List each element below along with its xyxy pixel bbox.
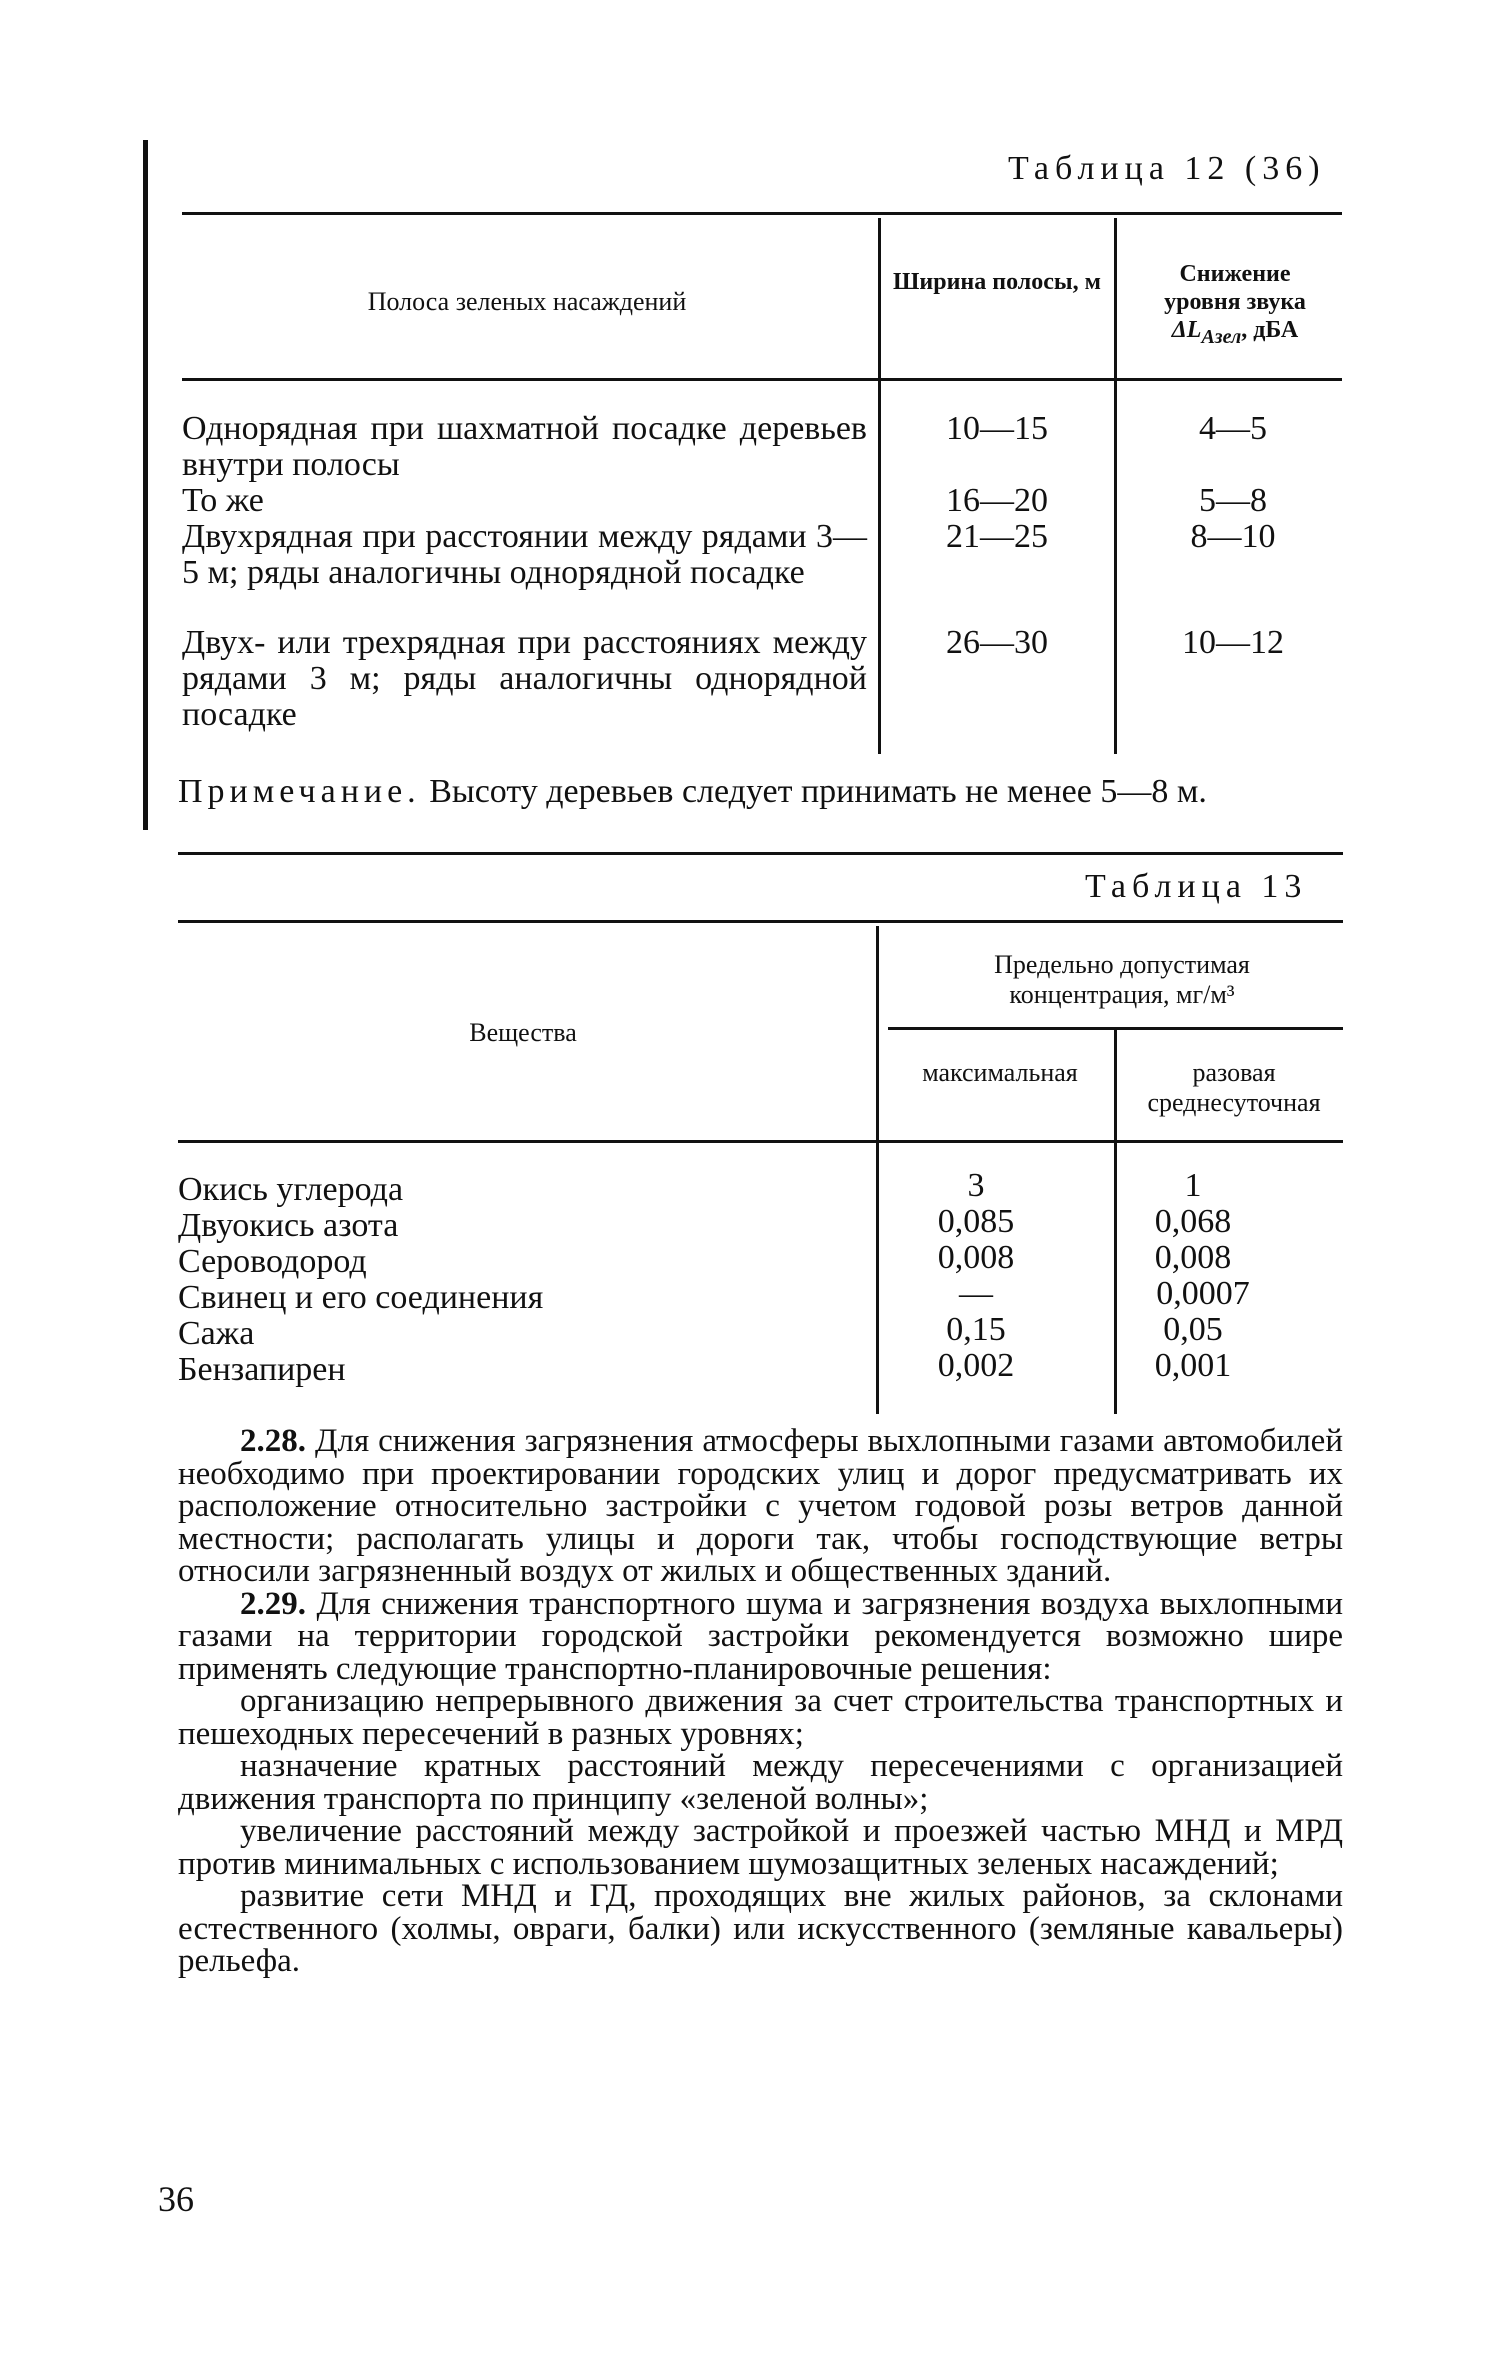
table13-row-5-name: Сажа <box>178 1315 255 1352</box>
table12-header-reduction <box>1122 260 1348 351</box>
table12-row-2-name: То же <box>182 482 264 519</box>
table13-row-1-avg: 1 <box>1184 1167 1202 1204</box>
reduction-line2: уровня звука <box>1164 289 1306 315</box>
table12-header-rule <box>182 378 1342 381</box>
table13-top-rule <box>178 920 1343 923</box>
reduction-line3 <box>1122 316 1348 351</box>
table13-header-max: максимальная <box>922 1058 1078 1087</box>
paragraph-2-28-number: 2.28. <box>240 1423 306 1459</box>
paragraph-2-28 <box>178 1425 1343 1588</box>
table12-row-1-width: 10—15 <box>946 410 1048 447</box>
delta-l: ΔL <box>1171 317 1202 343</box>
delta-l-sub: Азел <box>1201 325 1242 348</box>
table13-header-group: Предельно допустимая концентрация, мг/м³ <box>994 950 1250 1009</box>
table12-row-3-reduction: 8—10 <box>1190 518 1276 555</box>
table13-row-1-name: Окись углерода <box>178 1171 404 1208</box>
table13-row-3-avg: 0,008 <box>1154 1239 1232 1276</box>
table12-header-strip: Полоса зеленых насаждений <box>367 287 687 316</box>
table13-caption: Таблица 13 <box>1085 868 1308 905</box>
table12-top-rule <box>182 212 1342 215</box>
table12-row-3-name: Двухрядная при расстоянии между рядами 3—5 м; ряды аналогичны однорядной посадке <box>182 518 867 591</box>
table13-row-4-avg: 0,0007 <box>1156 1275 1250 1312</box>
table12-col-divider-1 <box>878 218 881 754</box>
table12-row-2-reduction: 5—8 <box>1199 482 1267 519</box>
note-text: Высоту деревьев следует принимать не менее 5—8 м. <box>420 773 1207 810</box>
paragraph-2-29-text: Для снижения транспортного шума и загрязнения воздуха выхлопными газами на территории городской застройки рекомендуется возможно шире применять следующие транспортно-планировочные решения: <box>178 1585 1343 1687</box>
paragraph-2-28-text: Для снижения загрязнения атмосферы выхлопными газами автомобилей необходимо при проектировании городских улиц и дорог предусматривать их расположение относительно застройки с учетом годовой розы ветров данной местности; располагать улицы и дороги так, чтобы господствующие ветры относили загрязненный воздух от жилых и общественных зданий. <box>178 1423 1343 1589</box>
table12-caption: Таблица 12 (36) <box>1008 150 1326 187</box>
paragraph-2-29 <box>178 1585 1343 1687</box>
paragraph-2-29-number: 2.29. <box>240 1585 306 1622</box>
table12-col-divider-2 <box>1114 218 1117 754</box>
table13-row-6-avg: 0,001 <box>1154 1347 1232 1384</box>
reduction-line1: Снижение <box>1179 261 1291 287</box>
table13-col-divider-2 <box>1114 1030 1117 1414</box>
table12-row-4-width: 26—30 <box>946 624 1048 661</box>
page-number: 36 <box>158 2179 194 2219</box>
table13-row-6-max: 0,002 <box>937 1347 1015 1384</box>
table12-header-width: Ширина полосы, м <box>893 269 1101 295</box>
table13-row-2-name: Двуокись азота <box>178 1207 399 1244</box>
table13-row-4-name: Свинец и его соединения <box>178 1279 544 1316</box>
table12-row-1-reduction: 4—5 <box>1199 410 1267 447</box>
table12-row-1-name: Однорядная при шахматной посадке деревьев внутри полосы <box>182 410 867 483</box>
table12-note <box>178 772 1343 812</box>
list-item: организацию непрерывного движения за счет строительства транспортных и пешеходных пересечений в разных уровнях; <box>178 1683 1343 1752</box>
list-item: развитие сети МНД и ГД, проходящих вне жилых районов, за склонами естественного (холмы, овраги, балки) или искусственного (земляные кавальеры) рельефа. <box>178 1878 1343 1979</box>
table13-col-divider-1 <box>876 926 879 1414</box>
table13-row-5-max: 0,15 <box>946 1311 1006 1348</box>
table13-header-avg: разовая среднесуточная <box>1147 1058 1321 1117</box>
list-item: увеличение расстояний между застройкой и проезжей частью МНД и МРД против минимальных с использованием шумозащитных зеленых насаждений; <box>178 1813 1343 1882</box>
table13-row-3-name: Сероводород <box>178 1243 367 1280</box>
table13-header-rule <box>178 1140 1343 1143</box>
section-divider <box>178 852 1343 855</box>
note-label: Примечание. <box>178 773 421 810</box>
table12-row-4-reduction: 10—12 <box>1182 624 1284 661</box>
table12-row-3-width: 21—25 <box>946 518 1048 555</box>
table13-row-4-max: — <box>959 1275 993 1312</box>
list-item: назначение кратных расстояний между пересечениями с организацией движения транспорта по принципу «зеленой волны»; <box>178 1748 1343 1817</box>
table13-row-6-name: Бензапирен <box>178 1351 346 1388</box>
table13-row-1-max: 3 <box>967 1167 985 1204</box>
table12-row-4-name: Двух- или трехрядная при расстояниях между рядами 3 м; ряды аналогичны однорядной посадке <box>182 624 867 733</box>
table13-header-substance: Вещества <box>469 1018 577 1047</box>
delta-l-unit: , дБА <box>1241 317 1299 343</box>
table13-row-5-avg: 0,05 <box>1163 1311 1223 1348</box>
table12-row-2-width: 16—20 <box>946 482 1048 519</box>
table13-row-2-avg: 0,068 <box>1154 1203 1232 1240</box>
table13-row-2-max: 0,085 <box>937 1203 1015 1240</box>
table13-row-3-max: 0,008 <box>937 1239 1015 1276</box>
body-text <box>178 1425 1343 1978</box>
margin-bar <box>143 140 148 830</box>
